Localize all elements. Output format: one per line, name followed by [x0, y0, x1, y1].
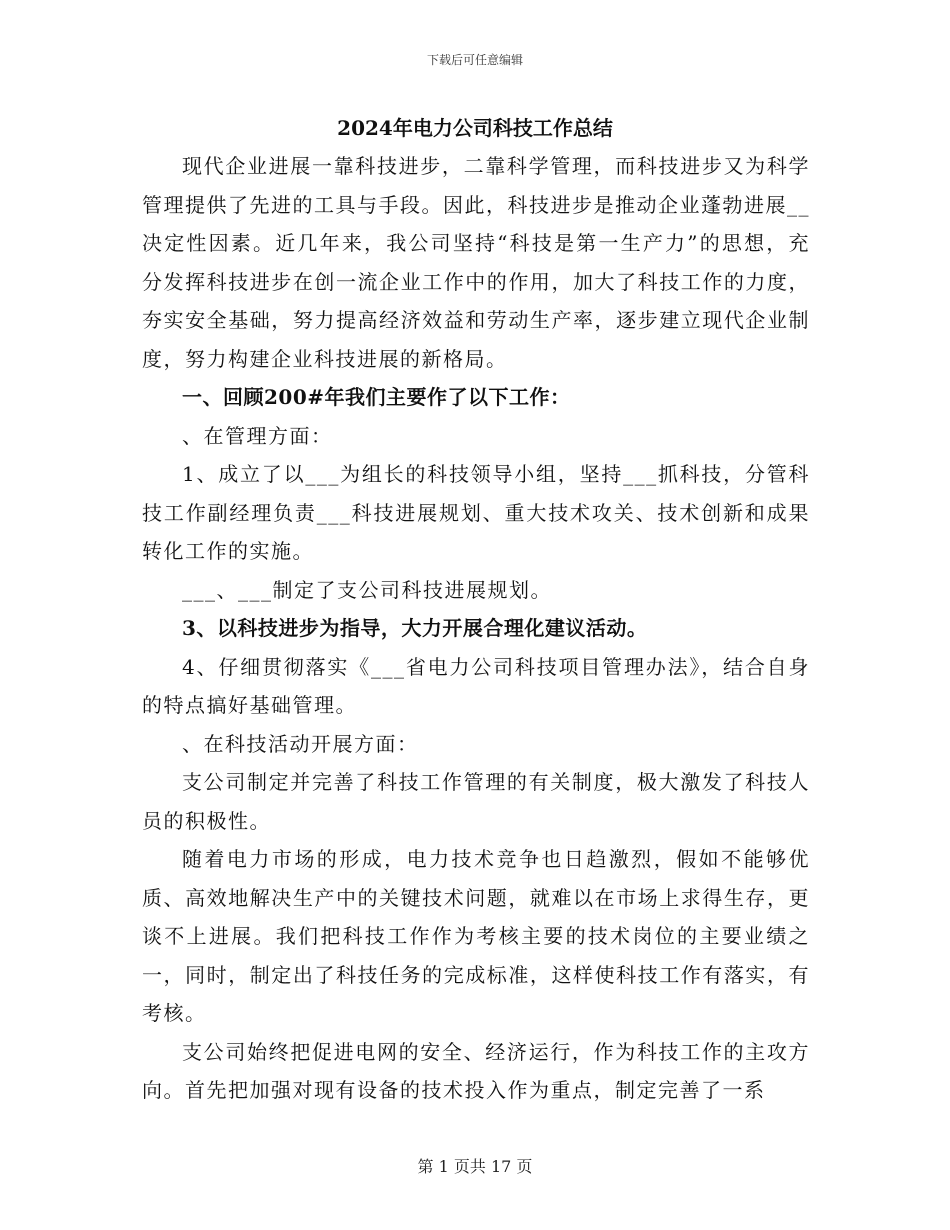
- page-header-note: 下载后可任意编辑: [426, 53, 523, 67]
- page-number: 第 1 页共 17 页: [417, 1157, 533, 1176]
- paragraph-market: 随着电力市场的形成，电力技术竞争也日趋激烈，假如不能够优质、高效地解决生产中的关键技术问题，就难以在市场上求得生存，更谈不上进展。我们把科技工作作为考核主要的技术岗位的主要业绩之一，同时，制定出了科技任务的完成标准，这样使科技工作有落实，有考核。: [142, 847, 810, 1025]
- paragraph-item-2: ___、___制定了支公司科技进展规划。: [182, 577, 552, 602]
- document-body: [142, 147, 810, 1110]
- paragraph-item-4: 4、仔细贯彻落实《___省电力公司科技项目管理办法》，结合自身的特点搞好基础管理。: [142, 654, 810, 717]
- paragraph-grid-safety: 支公司始终把促进电网的安全、经济运行，作为科技工作的主攻方向。首先把加强对现有设备的技术投入作为重点，制定完善了一系: [142, 1039, 810, 1102]
- paragraph-regulations: 支公司制定并完善了科技工作管理的有关制度，极大激发了科技人员的积极性。: [142, 770, 810, 833]
- subsection-management: 、在管理方面：: [182, 423, 333, 448]
- document-title: 2024年电力公司科技工作总结: [337, 116, 613, 140]
- subsection-activities: 、在科技活动开展方面：: [182, 731, 419, 756]
- paragraph-intro: 现代企业进展一靠科技进步，二靠科学管理，而科技进步又为科学管理提供了先进的工具与手段。因此，科技进步是推动企业蓬勃进展__决定性因素。近几年来，我公司坚持“科技是第一生产力”的思想，充分发挥科技进步在创一流企业工作中的作用，加大了科技工作的力度，夯实安全基础，努力提高经济效益和劳动生产率，逐步建立现代企业制度，努力构建企业科技进展的新格局。: [142, 154, 810, 371]
- paragraph-item-3: 3、以科技进步为指导，大力开展合理化建议活动。: [182, 616, 648, 640]
- section-heading-review: 一、回顾200#年我们主要作了以下工作：: [182, 385, 571, 409]
- paragraph-item-1: 1、成立了以___为组长的科技领导小组，坚持___抓科技，分管科技工作副经理负责___科技进展规划、重大技术攻关、技术创新和成果转化工作的实施。: [142, 462, 810, 563]
